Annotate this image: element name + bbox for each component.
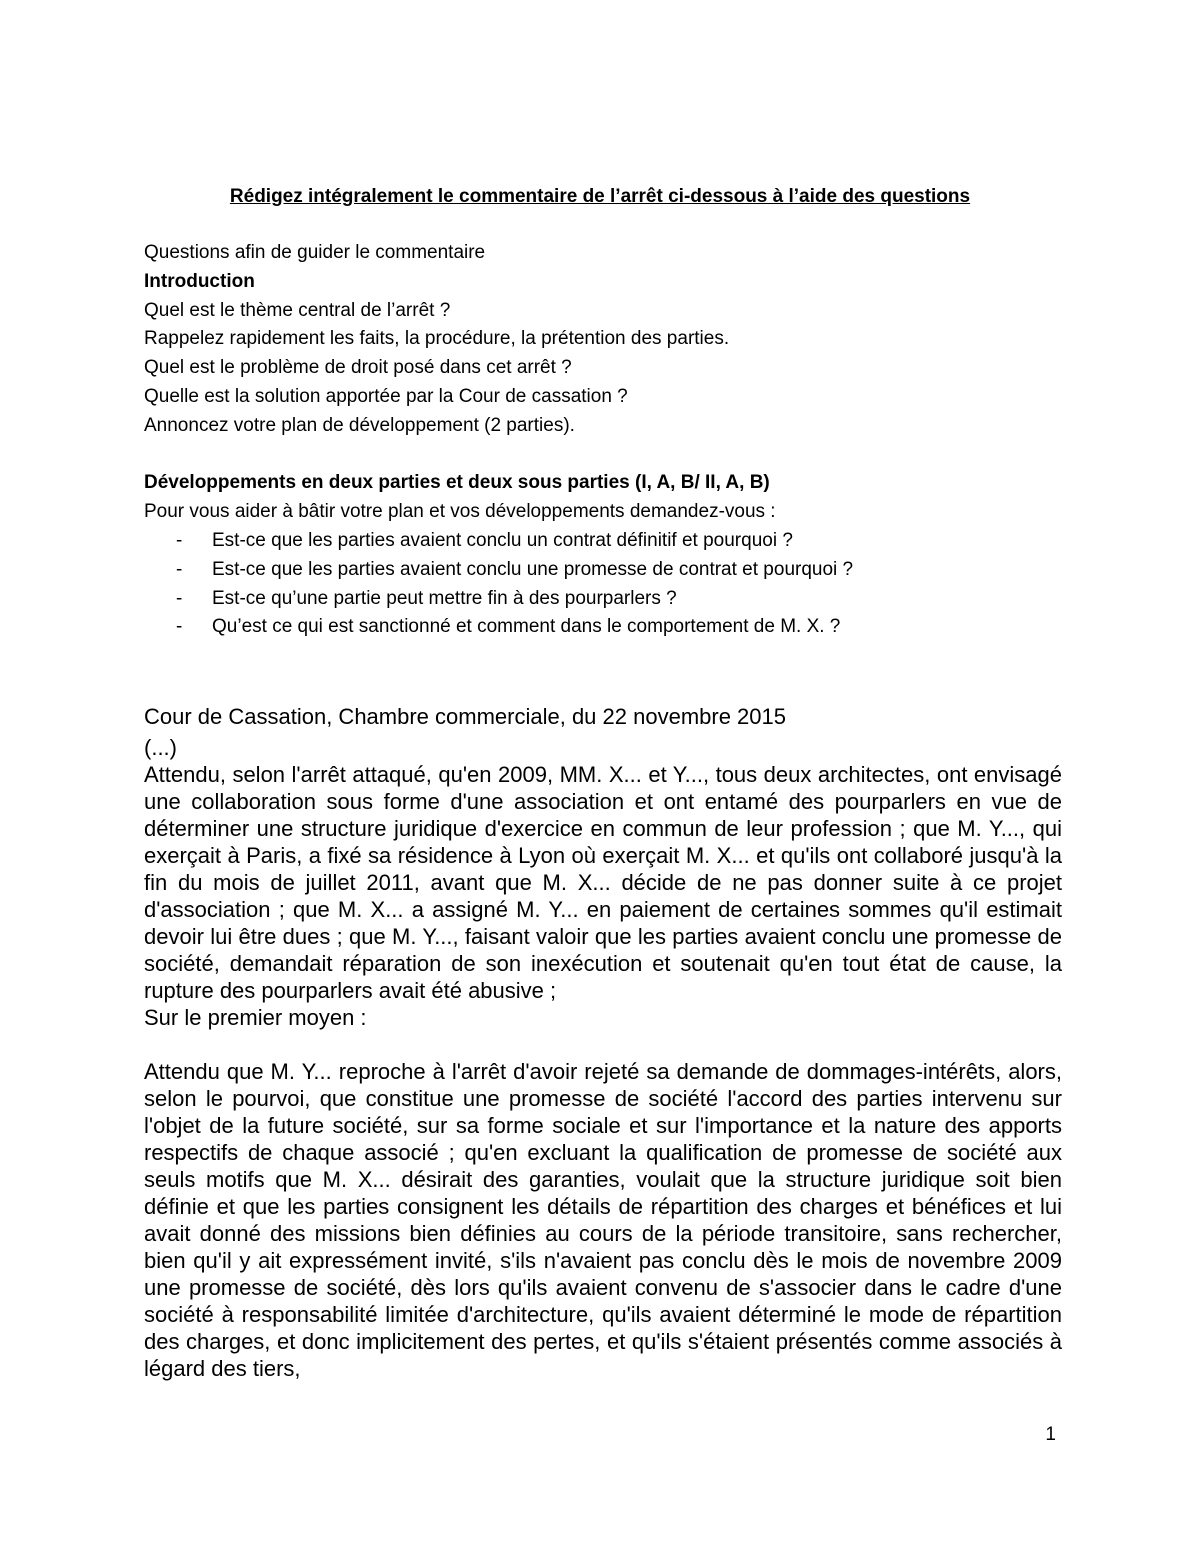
arret-paragraph-1: Attendu, selon l'arrêt attaqué, qu'en 2009, MM. X... et Y..., tous deux architectes, ont envisagé une collaboration sous forme d'une association et ont entamé des pourparlers en vue de déterminer une structure juridique d'exercice en commun de leur profession ; que M. Y..., qui exerçait à Paris, a fixé sa résidence à Lyon où exerçait M. X... et qu'ils ont collaboré jusqu'à la fin du mois de juillet 2011, avant que M. X... décide de ne pas donner suite à ce projet d'association ; que M. X... a assigné M. Y... en paiement de certaines sommes qu'il estimait devoir lui être dues ; que M. Y..., faisant valoir que les parties avaient conclu une promesse de société, demandait réparation de son inexécution et soutenait qu'en tout état de cause, la rupture des pourparlers avait été abusive ; bbox=[144, 762, 1062, 1003]
arret-moyen: Sur le premier moyen : bbox=[144, 1005, 367, 1030]
arret-paragraph-2: Attendu que M. Y... reproche à l'arrêt d'avoir rejeté sa demande de dommages-intérêts, alors, selon le pourvoi, que constitue une promesse de société l'accord des parties intervenu sur l'objet de la future société, sur sa forme sociale et sur l'importance et la nature des apports respectifs de chaque associé ; qu'en excluant la qualification de promesse de société aux seuls motifs que M. X... désirait des garanties, voulait que la structure juridique soit bien définie et que les parties consignent les détails de répartition des charges et bénéfices et lui avait donné des missions bien définies au cours de la période transitoire, sans rechercher, bien qu'il y ait expressément invité, s'ils n'avaient pas conclu dès le mois de novembre 2009 une promesse de société, dès lors qu'ils avaient convenu de s'associer dans le cadre d'une société à responsabilité limitée d'architecture, qu'ils avaient déterminé le mode de répartition des charges, et donc implicitement des pertes, et qu'ils s'étaient présentés comme associés à légard des tiers, bbox=[144, 1059, 1062, 1381]
page-number: 1 bbox=[1045, 1424, 1056, 1445]
introduction-question: Annoncez votre plan de développement (2 parties). bbox=[144, 414, 575, 436]
arret-ellipsis: (...) bbox=[144, 735, 177, 760]
developpements-list bbox=[144, 527, 1074, 642]
introduction-question: Rappelez rapidement les faits, la procédure, la prétention des parties. bbox=[144, 328, 730, 350]
developpements-heading: Développements en deux parties et deux sous parties (I, A, B/ II, A, B) bbox=[144, 472, 770, 494]
introduction-question: Quel est le problème de droit posé dans cet arrêt ? bbox=[144, 357, 572, 379]
list-item: - Est-ce qu’une partie peut mettre fin à des pourparlers ? bbox=[176, 587, 677, 609]
list-item: - Est-ce que les parties avaient conclu une promesse de contrat et pourquoi ? bbox=[176, 558, 854, 580]
arret-section bbox=[144, 703, 1062, 1382]
list-item: - Est-ce que les parties avaient conclu un contrat définitif et pourquoi ? bbox=[176, 529, 793, 551]
questions-section bbox=[144, 239, 1074, 642]
document-title: Rédigez intégralement le commentaire de l’arrêt ci-dessous à l’aide des questions bbox=[229, 186, 971, 207]
introduction-question: Quel est le thème central de l’arrêt ? bbox=[144, 299, 451, 321]
introduction-question: Quelle est la solution apportée par la Cour de cassation ? bbox=[144, 385, 628, 407]
introduction-heading: Introduction bbox=[144, 270, 255, 292]
arret-heading: Cour de Cassation, Chambre commerciale, du 22 novembre 2015 bbox=[144, 704, 786, 729]
questions-intro: Questions afin de guider le commentaire bbox=[144, 242, 486, 263]
list-item: - Qu’est ce qui est sanctionné et comment dans le comportement de M. X. ? bbox=[176, 616, 841, 638]
developpements-intro: Pour vous aider à bâtir votre plan et vos développements demandez-vous : bbox=[144, 501, 776, 523]
